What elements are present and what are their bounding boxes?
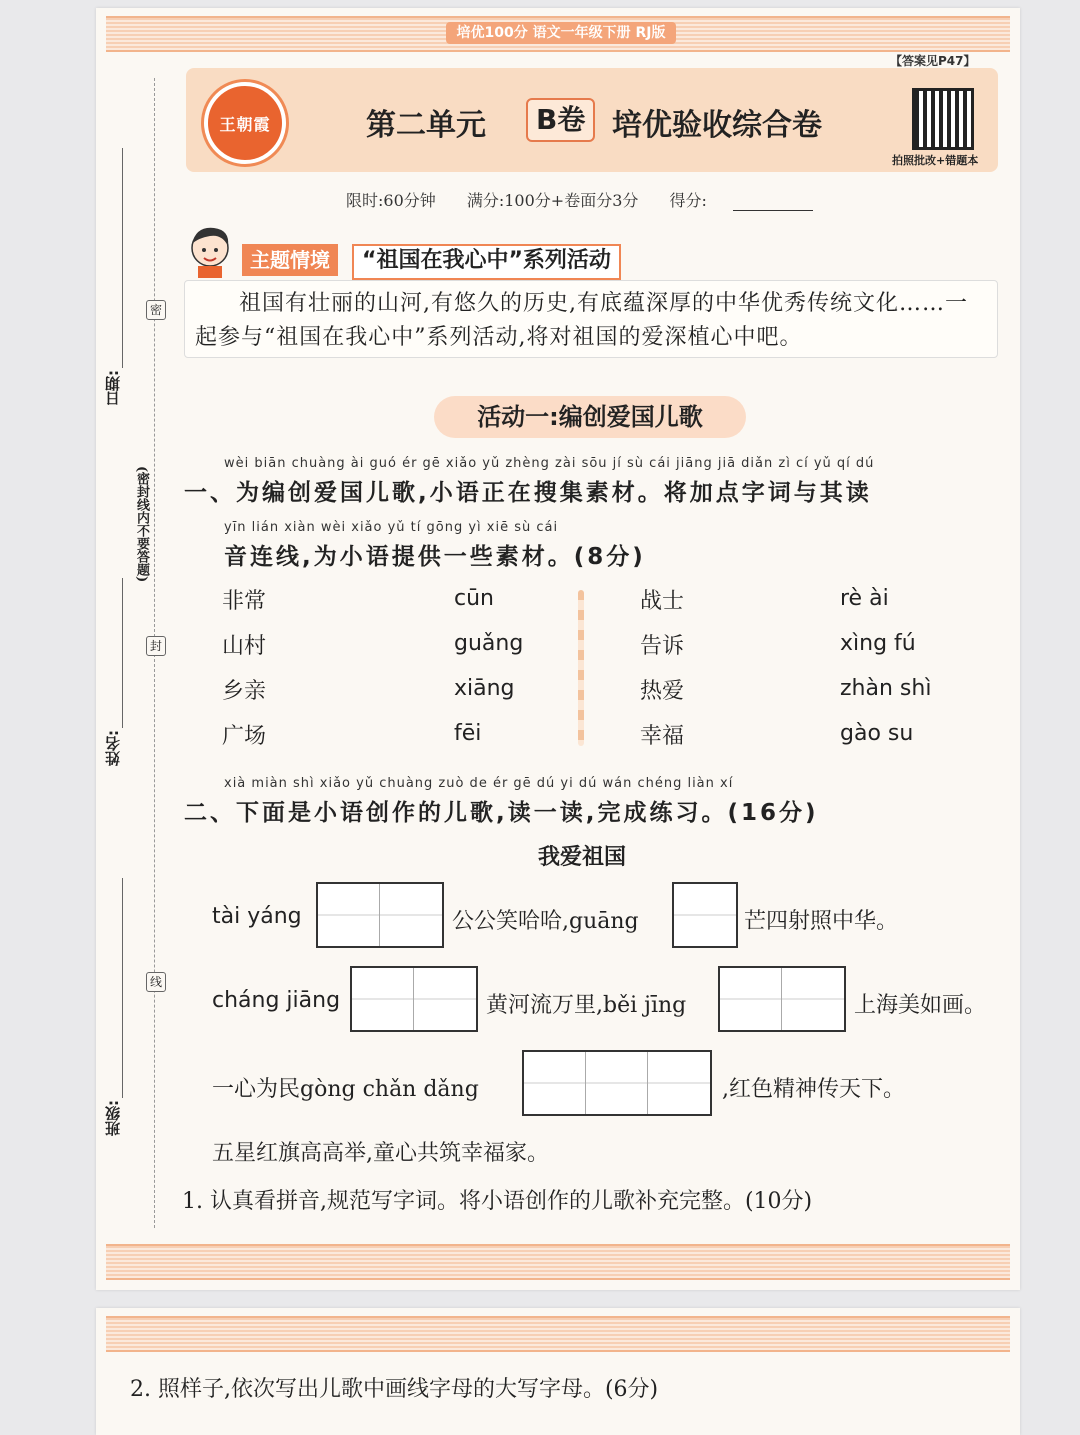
score-field[interactable]: [733, 194, 813, 211]
seal-note: (密封线内不要答题): [134, 466, 149, 583]
qr-code-icon[interactable]: [912, 88, 974, 150]
right-pinyin[interactable]: xìng fú: [840, 631, 916, 656]
answer-grid[interactable]: [350, 966, 478, 1032]
boy-mascot-icon: [184, 220, 236, 278]
right-word[interactable]: 热爱: [640, 679, 685, 704]
top-decorative-band: [106, 1316, 1010, 1352]
exam-title: 培优验收综合卷: [612, 108, 822, 143]
class-label: 班级:: [104, 1100, 122, 1136]
poem-title: 我爱祖国: [538, 845, 627, 870]
right-word[interactable]: 告诉: [640, 634, 685, 659]
right-word[interactable]: 幸福: [640, 724, 685, 749]
theme-intro: 祖国有壮丽的山河,有悠久的历史,有底蕴深厚的中华优秀传统文化……一起参与“祖国在我心中”系列活动,将对祖国的爱深植心中吧。: [195, 291, 968, 350]
paper-type-badge: B卷: [526, 98, 595, 142]
seal-feng: 封: [146, 636, 166, 656]
left-pinyin[interactable]: xiāng: [454, 676, 515, 701]
exam-meta: [346, 188, 839, 211]
full-score: 满分:100分+卷面分3分: [466, 191, 639, 210]
answer-grid[interactable]: [672, 882, 738, 948]
poem-pinyin: tài yáng: [212, 904, 302, 929]
poem-text: 五星红旗高高举,童心共筑幸福家。: [212, 1141, 549, 1166]
poem-text: 上海美如画。: [854, 993, 987, 1018]
poem-pinyin: cháng jiāng: [212, 988, 341, 1013]
right-pinyin[interactable]: rè ài: [840, 586, 889, 611]
answer-grid[interactable]: [522, 1050, 712, 1116]
qr-caption: 拍照批改+错题本: [892, 154, 979, 167]
left-pinyin[interactable]: guǎng: [454, 631, 524, 656]
q1-pinyin-line1: wèi biān chuàng ài guó ér gē xiǎo yǔ zhèng zài sōu jí sù cái jiāng jiā diǎn zì cí yǔ qí dú: [224, 456, 875, 471]
seal-mi: 密: [146, 300, 166, 320]
q2-pinyin-line: xià miàn shì xiǎo yǔ chuàng zuò de ér gē dú yi dú wán chéng liàn xí: [224, 776, 734, 791]
left-word[interactable]: 乡亲: [222, 679, 267, 704]
left-pinyin[interactable]: cūn: [454, 586, 494, 611]
poem-text: 一心为民gòng chǎn dǎng: [212, 1077, 479, 1102]
left-word[interactable]: 山村: [222, 634, 267, 659]
vine-divider: [578, 590, 584, 746]
poem-text: ,红色精神传天下。: [722, 1077, 905, 1102]
left-word[interactable]: 广场: [222, 724, 267, 749]
poem-text: 芒四射照中华。: [744, 909, 899, 934]
q2-sub2: 2. 照样子,依次写出儿歌中画线字母的大写字母。(6分): [130, 1377, 659, 1402]
poem-text: 公公笑哈哈,guāng: [452, 909, 639, 934]
bottom-decorative-band: [106, 1244, 1010, 1280]
theme-intro-box: [184, 280, 998, 358]
time-limit: 限时:60分钟: [346, 191, 436, 210]
exam-page: [96, 8, 1020, 1290]
right-word[interactable]: 战士: [640, 589, 685, 614]
q1-title-line1: 一、为编创爱国儿歌,小语正在搜集素材。将加点字词与其读: [184, 480, 872, 506]
name-label: 姓名:: [104, 730, 122, 766]
theme-title: “祖国在我心中”系列活动: [352, 244, 621, 280]
activity-banner: 活动一:编创爱国儿歌: [434, 396, 746, 438]
left-pinyin[interactable]: fēi: [454, 721, 482, 746]
name-fill-line: [122, 578, 123, 728]
brand-logo: 王朝霞: [204, 82, 286, 164]
date-fill-line: [122, 148, 123, 368]
next-page: [96, 1308, 1020, 1435]
date-label: 日期:: [104, 370, 122, 406]
right-pinyin[interactable]: zhàn shì: [840, 676, 932, 701]
score-label: 得分:: [669, 191, 707, 210]
series-banner: 培优100分 语文一年级下册 RJ版: [446, 22, 676, 44]
theme-tag: 主题情境: [242, 244, 338, 276]
q1-pinyin-line2: yīn lián xiàn wèi xiǎo yǔ tí gōng yì xiē sù cái: [224, 520, 559, 535]
seal-xian: 线: [146, 972, 166, 992]
left-word[interactable]: 非常: [222, 589, 267, 614]
q2-sub1: 1. 认真看拼音,规范写字词。将小语创作的儿歌补充完整。(10分): [182, 1189, 813, 1214]
answer-reference: 【答案见P47】: [890, 54, 976, 68]
class-fill-line: [122, 878, 123, 1098]
answer-grid[interactable]: [316, 882, 444, 948]
poem-text: 黄河流万里,běi jīng: [486, 993, 687, 1018]
right-pinyin[interactable]: gào su: [840, 721, 914, 746]
exam-header: [186, 68, 998, 172]
q2-title: 二、下面是小语创作的儿歌,读一读,完成练习。(16分): [184, 800, 819, 826]
unit-title: 第二单元: [366, 108, 486, 143]
answer-grid[interactable]: [718, 966, 846, 1032]
q1-title-line2: 音连线,为小语提供一些素材。(8分): [224, 544, 646, 570]
